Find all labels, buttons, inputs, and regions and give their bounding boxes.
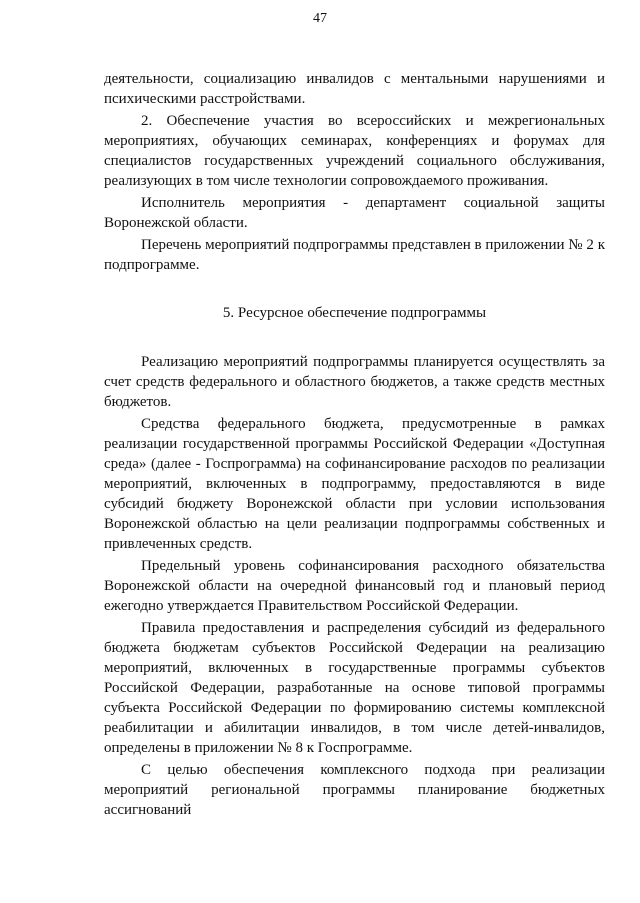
section-heading: 5. Ресурсное обеспечение подпрограммы	[222, 305, 487, 321]
paragraph-list-reference: Перечень мероприятий подпрограммы представлен в приложении № 2 к подпрограмме.	[104, 237, 605, 273]
paragraph-comprehensive-approach: С целью обеспечения комплексного подхода при реализации мероприятий региональной программы планирование бюджетных ассигнований	[104, 762, 605, 818]
paragraph-continuation: деятельности, социализацию инвалидов с ментальными нарушениями и психическими расстройствами.	[104, 71, 605, 107]
paragraph-subsidy-rules: Правила предоставления и распределения субсидий из федерального бюджета бюджетам субъектов Российской Федерации на реализацию мероприятий, включенных в государственные программы субъектов Российской Федерации, разработанные на основе типовой программы субъекта Российской Федерации по формированию системы комплексной реабилитации и абилитации инвалидов, в том числе детей-инвалидов, определены в приложении № 8 к Госпрограмме.	[104, 620, 605, 756]
document-body	[104, 69, 605, 822]
page-number: 47	[313, 11, 327, 26]
paragraph-funding-sources: Реализацию мероприятий подпрограммы планируется осуществлять за счет средств федерального и областного бюджетов, а также средств местных бюджетов.	[104, 354, 605, 410]
paragraph-cofinancing-level: Предельный уровень софинансирования расходного обязательства Воронежской области на очередной финансовый год и плановый период ежегодно утверждается Правительством Российской Федерации.	[104, 558, 605, 614]
paragraph-executor: Исполнитель мероприятия - департамент социальной защиты Воронежской области.	[104, 195, 605, 231]
paragraph-item-2: 2. Обеспечение участия во всероссийских и межрегиональных мероприятиях, обучающих семинарах, конференциях и форумах для специалистов государственных учреждений социального обслуживания, реализующих в том числе технологии сопровождаемого проживания.	[104, 113, 605, 189]
paragraph-federal-funds: Средства федерального бюджета, предусмотренные в рамках реализации государственной программы Российской Федерации «Доступная среда» (далее - Госпрограмма) на софинансирование расходов по реализации мероприятий, включенных в подпрограмму, предоставляются в виде субсидий бюджету Воронежской области при условии использования Воронежской областью на цели реализации подпрограммы собственных и привлеченных средств.	[104, 416, 605, 552]
